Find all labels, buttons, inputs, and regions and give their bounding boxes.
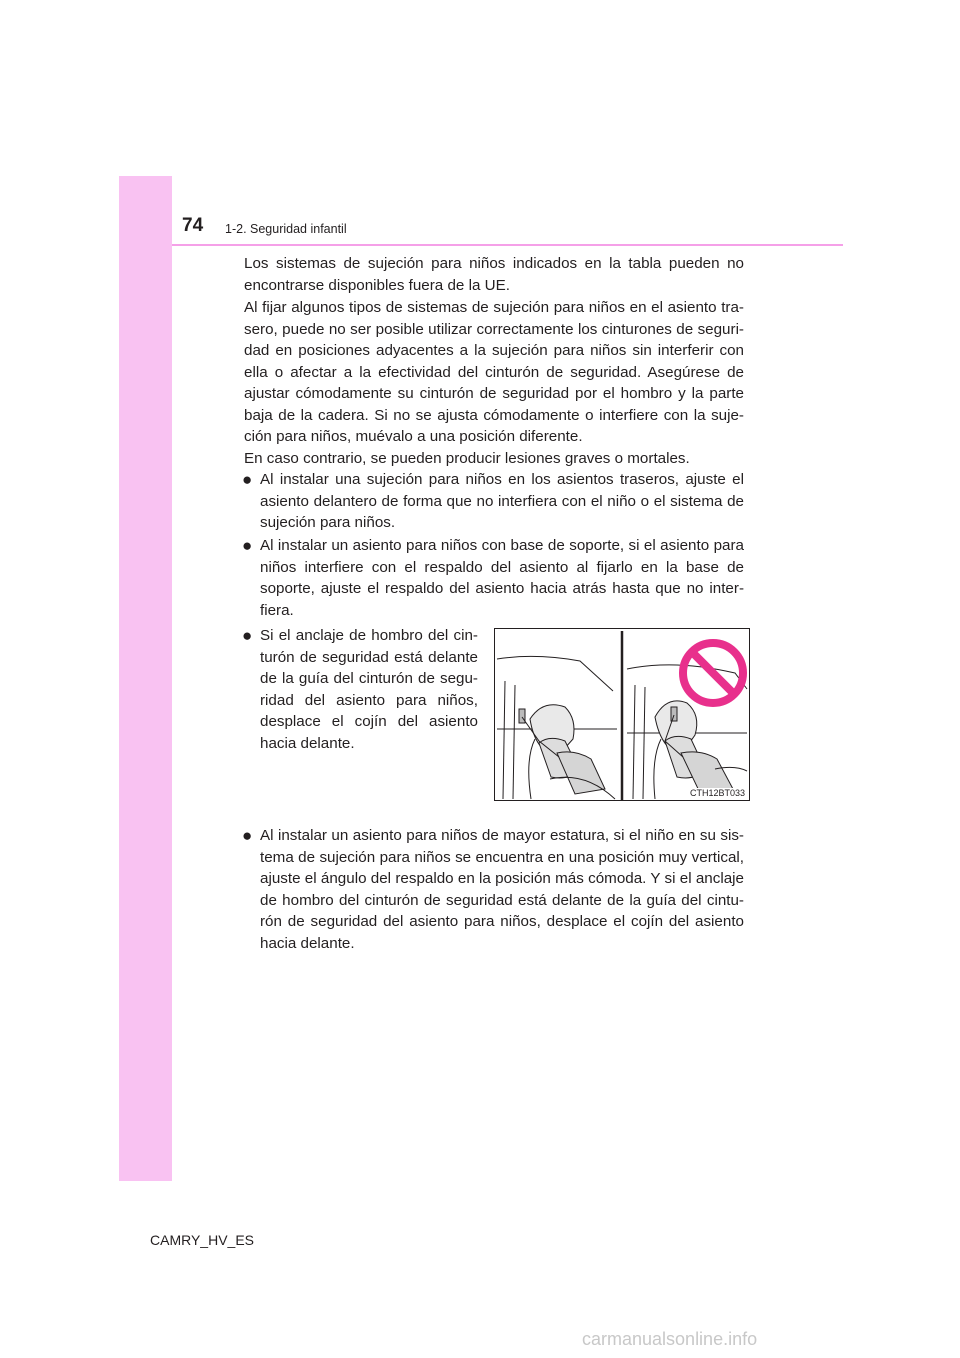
bullet-4-marker: ● [242, 826, 253, 845]
bullet-1-marker: ● [242, 470, 253, 489]
bullet-3-text: Si el anclaje de hombro del cin-turón de seguridad está delante de la guía del cinturón de segu-ridad del asiento para niños, desplace el cojín del asiento hacia delante. [260, 627, 478, 752]
illustration-graphic [495, 629, 749, 800]
header-rule [172, 244, 843, 246]
bullet-2-marker: ● [242, 536, 253, 555]
bullet-1-text: Al instalar una sujeción para niños en los asientos traseros, ajuste el asiento delantero de forma que no interfiera con el niño o el sistema de sujeción para niños. [260, 471, 744, 531]
bullet-2-text: Al instalar un asiento para niños con base de soporte, si el asiento para niños interfiere con el respaldo del asiento al fijarlo en la base de soporte, ajuste el respaldo del asiento hacia atrás hasta que no inter-fiera. [260, 537, 744, 619]
paragraph-warning: En caso contrario, se pueden producir lesiones graves o mortales. [244, 450, 690, 467]
figure-code: CTH12BT033 [689, 788, 745, 798]
bullet-4-text: Al instalar un asiento para niños de mayor estatura, si el niño en su sis-tema de sujeción para niños se encuentra en una posición muy vertical, ajuste el ángulo del respaldo en la posición más cómoda. Y si el anclaje de hombro del cinturón de seguridad está delante de la guía del cintu-rón de seguridad del asiento para niños, desplace el cojín del asiento hacia delante. [260, 827, 744, 952]
footer-model-code: CAMRY_HV_ES [150, 1232, 255, 1248]
chapter-sidebar-band [119, 176, 172, 1181]
watermark: carmanualsonline.info [582, 1329, 758, 1349]
paragraph-seatbelt-interference: Al fijar algunos tipos de sistemas de sujeción para niños en el asiento tra-sero, puede no ser posible utilizar correctamente los cinturones de seguri-dad en posiciones adyacentes a la sujeción para niños sin interferir con ella o afectar a la efectividad del cinturón de seguridad. Asegúrese de ajustar cómodamente su cinturón de seguridad por el hombro y la parte baja de la cadera. Si no se ajusta cómodamente o interfiere con la suje-ción para niños, muévalo a una posición diferente. [244, 299, 744, 445]
bullet-3-marker: ● [242, 626, 253, 645]
section-title: 1-2. Seguridad infantil [225, 222, 347, 236]
paragraph-availability: Los sistemas de sujeción para niños indicados en la tabla pueden no encontrarse disponibles fuera de la UE. [244, 255, 744, 294]
child-seat-illustration [494, 628, 750, 801]
page-number: 74 [182, 215, 204, 236]
